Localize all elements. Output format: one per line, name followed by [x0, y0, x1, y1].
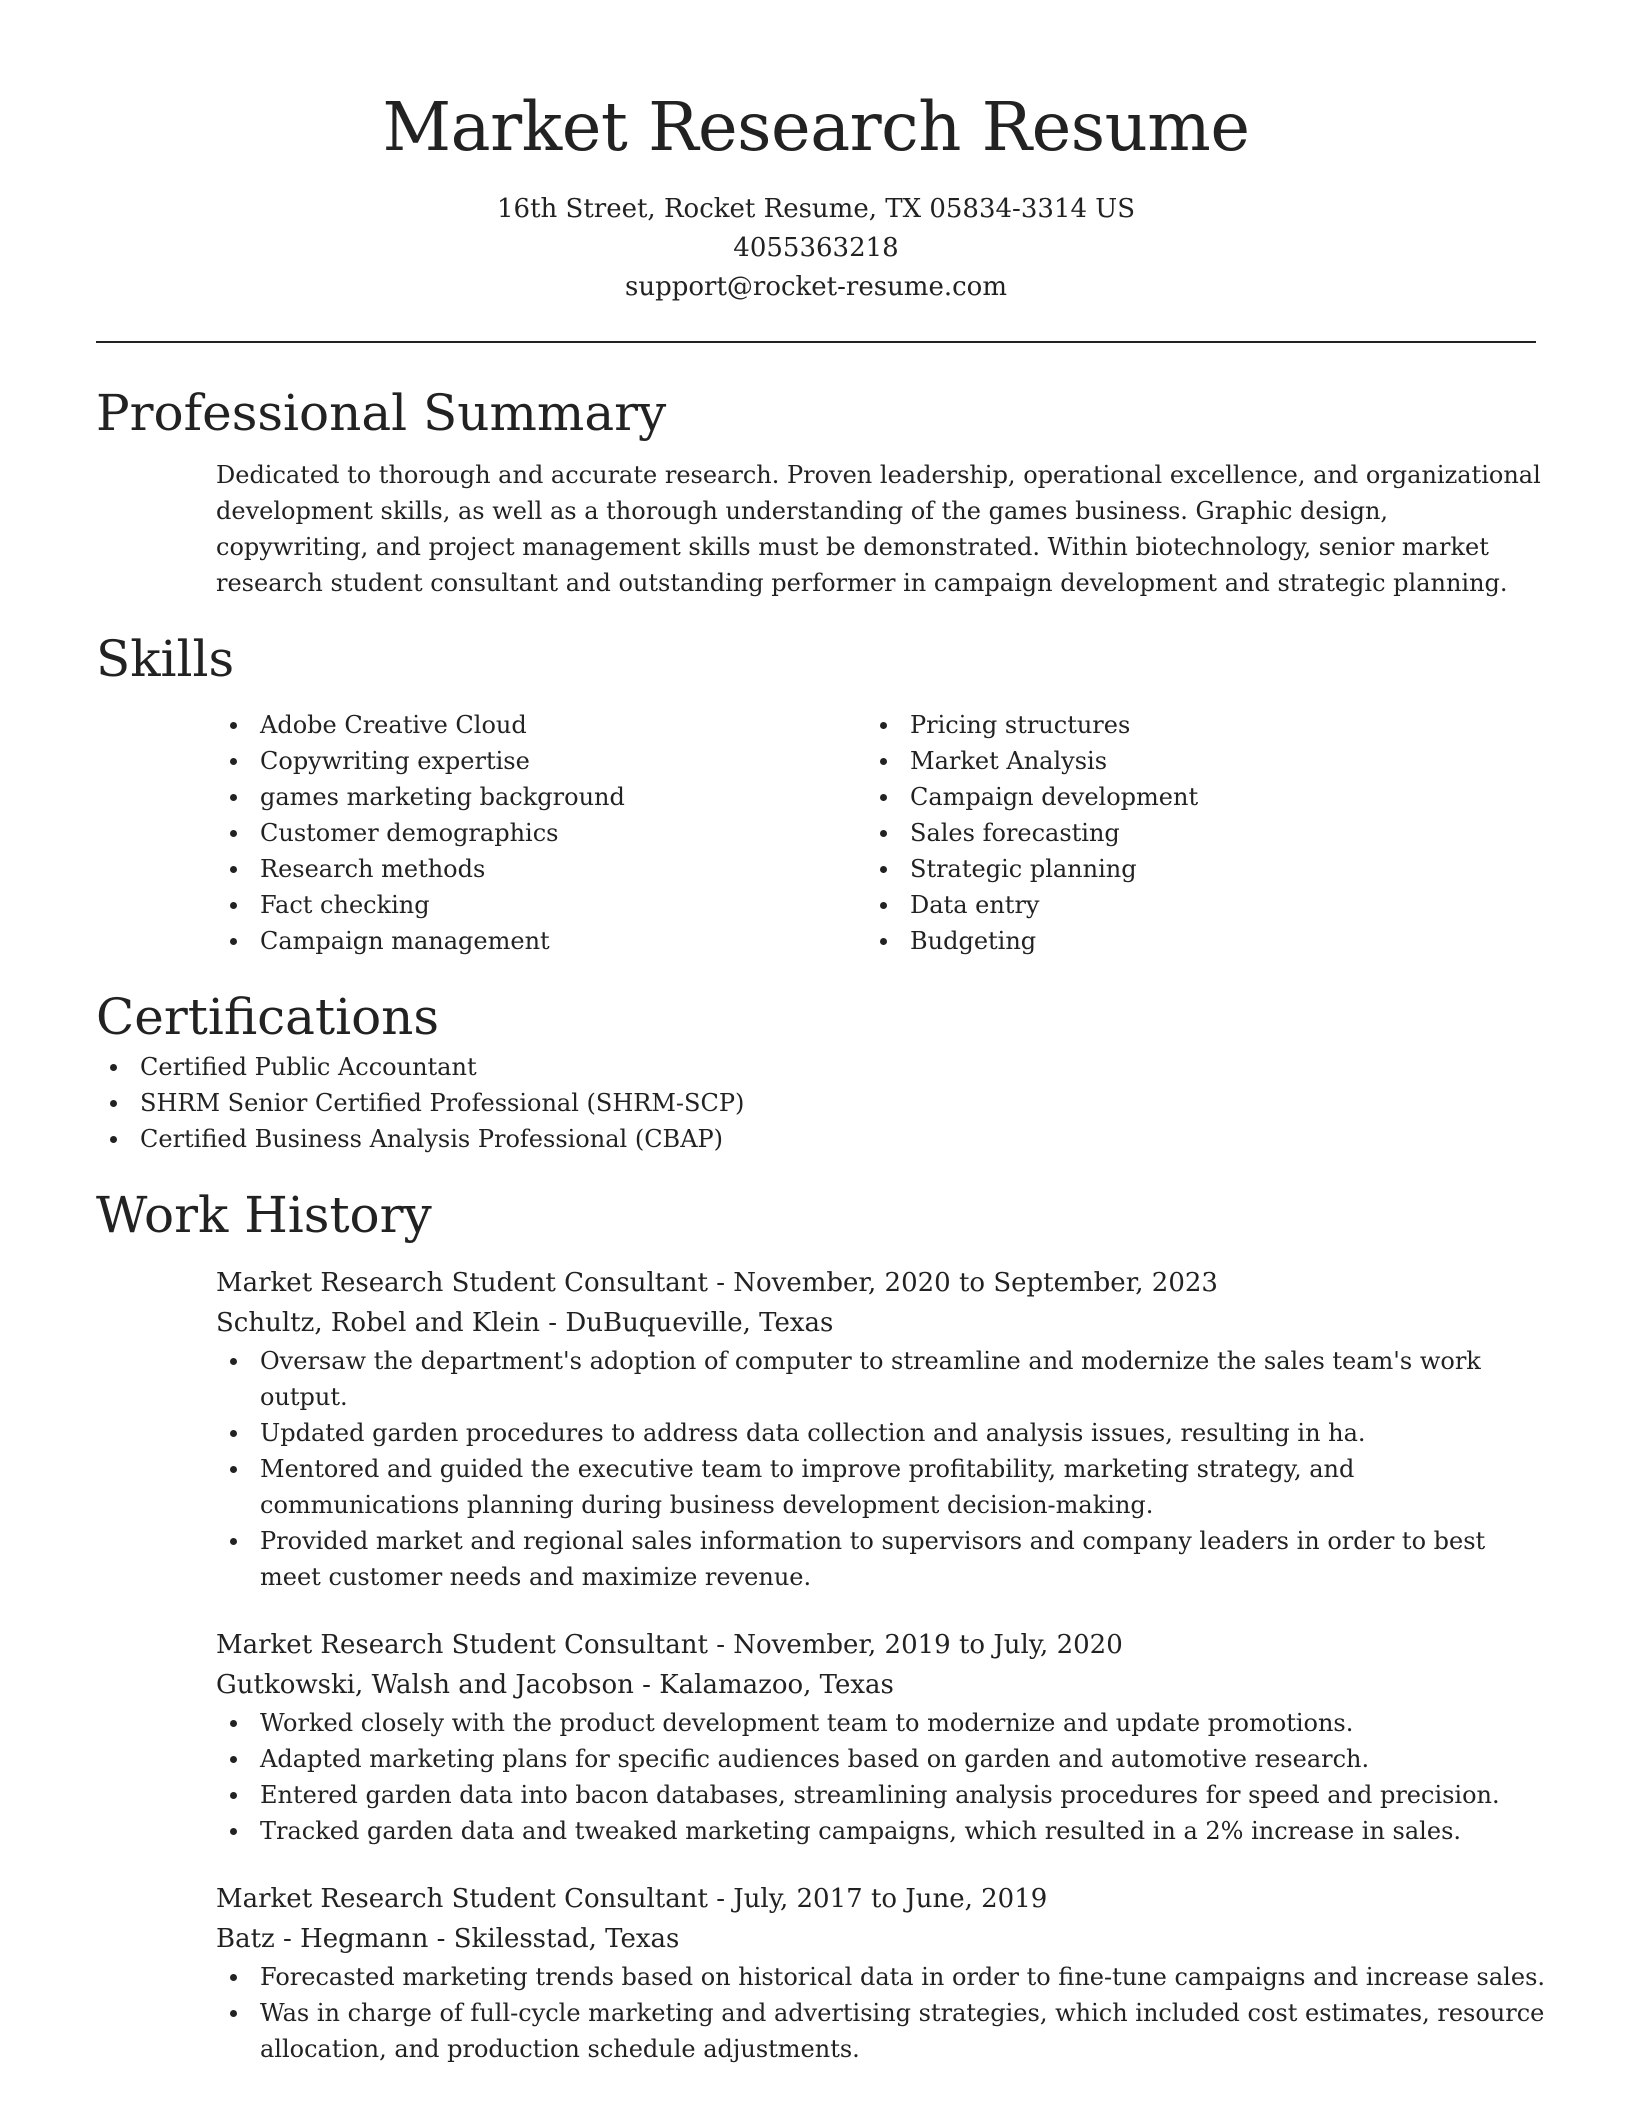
- certifications-heading: Certifications: [96, 988, 440, 1046]
- job-title: Market Research Student Consultant: [216, 1884, 708, 1914]
- job-bullet: Updated garden procedures to address data collection and analysis issues, resulting in ha.: [216, 1415, 1550, 1451]
- skill-item: Market Analysis: [866, 743, 1516, 779]
- job-bullets: [216, 1343, 1536, 1595]
- skill-item: Campaign development: [866, 779, 1516, 815]
- work-history-heading: Work History: [96, 1186, 432, 1244]
- job-bullet: Forecasted marketing trends based on historical data in order to fine-tune campaigns and increase sales.: [216, 1959, 1550, 1995]
- job-title-line: Market Research Student Consultant - November, 2020 to September, 2023: [216, 1268, 1218, 1298]
- contact-email: support@rocket-resume.com: [624, 272, 1007, 302]
- job-company-line: Schultz, Robel and Klein - DuBuqueville, Texas: [216, 1308, 834, 1338]
- certification-item: SHRM Senior Certified Professional (SHRM-SCP): [96, 1085, 1536, 1121]
- job-bullets: [216, 1959, 1546, 2067]
- skill-item: Adobe Creative Cloud: [216, 707, 866, 743]
- job-title-line: Market Research Student Consultant - November, 2019 to July, 2020: [216, 1630, 1123, 1660]
- skills-list-left: [216, 707, 866, 959]
- header-divider: [96, 341, 1536, 343]
- job-dates: July, 2017 to June, 2019: [733, 1884, 1048, 1914]
- job-title: Market Research Student Consultant: [216, 1268, 708, 1298]
- skills-heading: Skills: [96, 630, 235, 688]
- job-bullet: Oversaw the department's adoption of computer to streamline and modernize the sales team's work output.: [216, 1343, 1550, 1415]
- resume-page: [96, 0, 1546, 2067]
- skill-item: Data entry: [866, 887, 1516, 923]
- summary-section: [96, 381, 1541, 601]
- job-company: Batz - Hegmann: [216, 1924, 429, 1954]
- resume-header: [96, 0, 1536, 307]
- skill-item: Sales forecasting: [866, 815, 1516, 851]
- skill-item: games marketing background: [216, 779, 866, 815]
- skill-item: Strategic planning: [866, 851, 1516, 887]
- job-title: Market Research Student Consultant: [216, 1630, 708, 1660]
- skill-item: Pricing structures: [866, 707, 1516, 743]
- job-entry: [216, 1625, 1536, 1849]
- skill-item: Copywriting expertise: [216, 743, 866, 779]
- job-bullet: Provided market and regional sales information to supervisors and company leaders in order to best meet customer needs and maximize revenue.: [216, 1523, 1550, 1595]
- work-history-section: [96, 1183, 1546, 2067]
- job-company: Gutkowski, Walsh and Jacobson: [216, 1670, 634, 1700]
- skills-columns: [216, 707, 1536, 959]
- certification-item: Certified Business Analysis Professional (CBAP): [96, 1121, 1536, 1157]
- skill-item: Budgeting: [866, 923, 1516, 959]
- summary-text: Dedicated to thorough and accurate research. Proven leadership, operational excellence, and organizational development skills, as well as a thorough understanding of the games business. Graphic design, copywriting, and project management skills must be demonstrated. Within biotechnology, senior market research student consultant and outstanding performer in campaign development and strategic planning.: [216, 461, 1541, 597]
- certification-item: Certified Public Accountant: [96, 1049, 1536, 1085]
- contact-info: [96, 190, 1536, 307]
- job-location: DuBuqueville, Texas: [565, 1308, 834, 1338]
- job-location: Kalamazoo, Texas: [659, 1670, 894, 1700]
- job-company: Schultz, Robel and Klein: [216, 1308, 541, 1338]
- certifications-list: [96, 1049, 1536, 1157]
- skills-list-right: [866, 707, 1516, 959]
- job-company-line: Gutkowski, Walsh and Jacobson - Kalamazoo, Texas: [216, 1670, 894, 1700]
- job-dates: November, 2019 to July, 2020: [733, 1630, 1123, 1660]
- job-location: Skilesstad, Texas: [453, 1924, 680, 1954]
- contact-address: 16th Street, Rocket Resume, TX 05834-3314 US: [496, 194, 1135, 224]
- job-bullet: Worked closely with the product development team to modernize and update promotions.: [216, 1705, 1550, 1741]
- skill-item: Customer demographics: [216, 815, 866, 851]
- certifications-section: [96, 985, 1536, 1157]
- job-title-line: Market Research Student Consultant - July, 2017 to June, 2019: [216, 1884, 1048, 1914]
- job-entry: [216, 1263, 1536, 1595]
- job-bullet: Was in charge of full-cycle marketing and advertising strategies, which included cost estimates, resource allocation, and production schedule adjustments.: [216, 1995, 1550, 2067]
- job-bullet: Tracked garden data and tweaked marketing campaigns, which resulted in a 2% increase in sales.: [216, 1813, 1550, 1849]
- skill-item: Research methods: [216, 851, 866, 887]
- contact-phone: 4055363218: [733, 233, 899, 263]
- job-bullet: Adapted marketing plans for specific audiences based on garden and automotive research.: [216, 1741, 1550, 1777]
- skills-section: [96, 627, 1536, 959]
- summary-heading: Professional Summary: [96, 384, 667, 442]
- job-bullet: Entered garden data into bacon databases, streamlining analysis procedures for speed and precision.: [216, 1777, 1550, 1813]
- resume-title: Market Research Resume: [382, 88, 1250, 166]
- job-bullets: [216, 1705, 1536, 1849]
- job-company-line: Batz - Hegmann - Skilesstad, Texas: [216, 1924, 680, 1954]
- skill-item: Fact checking: [216, 887, 866, 923]
- job-dates: November, 2020 to September, 2023: [733, 1268, 1218, 1298]
- job-bullet: Mentored and guided the executive team to improve profitability, marketing strategy, and communications planning during business development decision-making.: [216, 1451, 1550, 1523]
- skill-item: Campaign management: [216, 923, 866, 959]
- job-entry: [216, 1879, 1546, 2067]
